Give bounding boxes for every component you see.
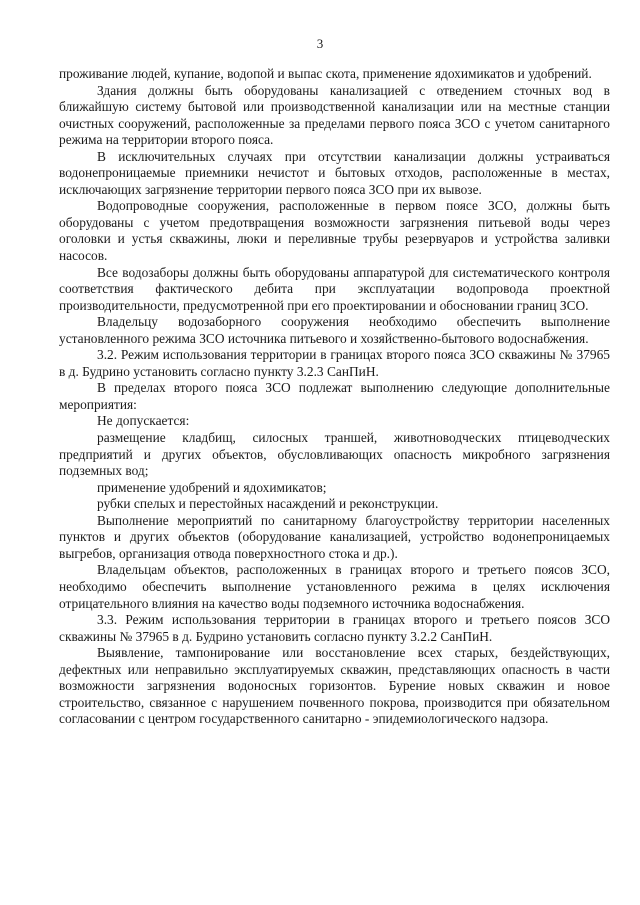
paragraph: В исключительных случаях при отсутствии канализации должны устраиваться водонепроницаемые приемники нечистот и бытовых отходов, расположенные в местах, исключающих загрязнение территории первого пояса ЗСО при их вывозе.	[59, 148, 610, 197]
page-number: 3	[316, 36, 324, 51]
paragraph: Выполнение мероприятий по санитарному благоустройству территории населенных пунктов и других объектов (оборудование канализацией, устройство водонепроницаемых выгребов, организация отвода поверхностного стока и др.).	[59, 512, 610, 561]
paragraph: 3.3. Режим использования территории в границах второго и третьего поясов ЗСО скважины № 37965 в д. Будрино установить согласно пункту 3.2.2 СанПиН.	[59, 612, 610, 644]
paragraph: размещение кладбищ, силосных траншей, животноводческих птицеводческих предприятий и других объектов, обусловливающих опасность микробного загрязнения подземных вод;	[59, 430, 610, 479]
paragraph: применение удобрений и ядохимикатов;	[97, 479, 327, 495]
paragraph: Здания должны быть оборудованы канализацией с отведением сточных вод в ближайшую систему бытовой или производственной канализации или на местные станции очистных сооружений, расположенные за пределами первого пояса ЗСО с учетом санитарного режима на территории второго пояса.	[59, 82, 610, 148]
paragraph: проживание людей, купание, водопой и выпас скота, применение ядохимикатов и удобрений.	[59, 66, 592, 81]
paragraph: Все водозаборы должны быть оборудованы аппаратурой для систематического контроля соответствия фактического дебита при эксплуатации водопровода проектной производительности, предусмотренной при его проектировании и обосновании границ ЗСО.	[59, 264, 610, 313]
document-body	[59, 66, 610, 728]
paragraph: Владельцам объектов, расположенных в границах второго и третьего поясов ЗСО, необходимо обеспечить выполнение установленного режима в целях исключения отрицательного влияния на качество воды подземного источника водоснабжения.	[59, 562, 610, 611]
paragraph: рубки спелых и перестойных насаждений и реконструкции.	[97, 496, 439, 512]
paragraph: Владельцу водозаборного сооружения необходимо обеспечить выполнение установленного режима ЗСО источника питьевого и хозяйственно-бытового водоснабжения.	[59, 314, 610, 346]
paragraph: Водопроводные сооружения, расположенные в первом поясе ЗСО, должны быть оборудованы с учетом предотвращения возможности загрязнения питьевой воды через оголовки и устья скважины, люки и переливные трубы резервуаров и устройства заливки насосов.	[59, 198, 610, 264]
paragraph: В пределах второго пояса ЗСО подлежат выполнению следующие дополнительные мероприятия:	[59, 380, 610, 412]
paragraph: Выявление, тампонирование или восстановление всех старых, бездействующих, дефектных или неправильно эксплуатируемых скважин, представляющих опасность в части возможности загрязнения водоносных горизонтов. Бурение новых скважин и новое строительство, связанное с нарушением почвенного покрова, производится при обязательном согласовании с центром государственного санитарно - эпидемиологического надзора.	[59, 645, 610, 727]
paragraph: Не допускается:	[97, 413, 190, 429]
paragraph: 3.2. Режим использования территории в границах второго пояса ЗСО скважины № 37965 в д. Будрино установить согласно пункту 3.2.3 СанПиН.	[59, 347, 610, 379]
